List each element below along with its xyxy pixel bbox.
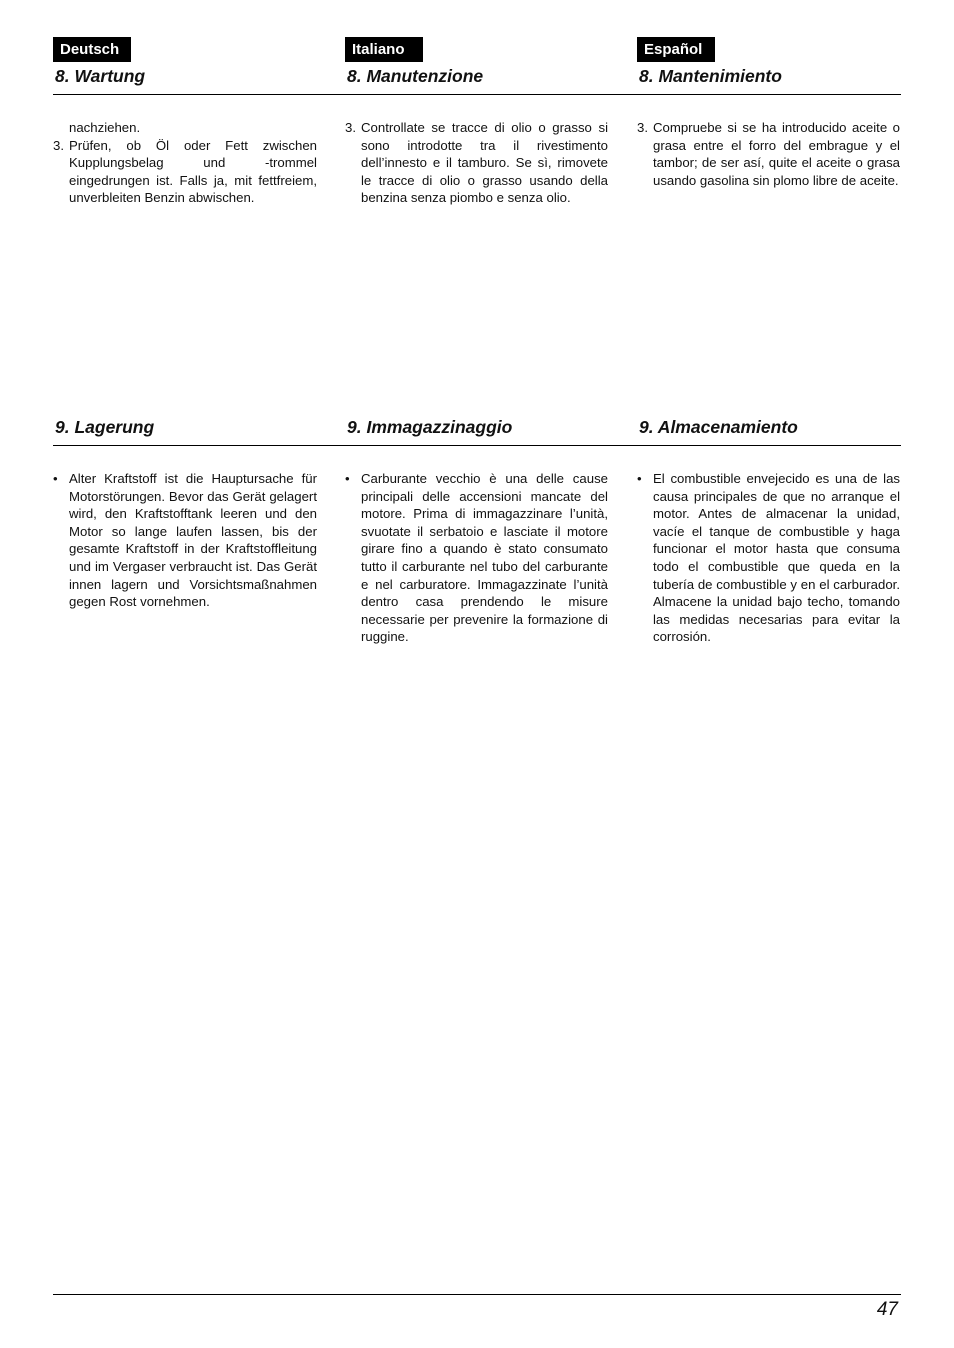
item-number: 3.: [637, 120, 648, 135]
item-text: Alter Kraftstoff ist die Hauptursache für Motorstörungen. Bevor das Gerät gelagert wird, den Kraftstofftank leeren und den Motor so lange laufen lassen, bis der gesamte Kraftstoff in der Kraftstoffleitung und im Vergaser verbraucht ist. Das Gerät innen lagern und Vorsichtsmaßnahmen gegen Rost vornehmen.: [69, 471, 317, 610]
section8-body-es: [637, 119, 900, 189]
section9-divider: [53, 445, 901, 446]
bullet-icon: •: [53, 471, 58, 486]
continuation-text: nachziehen.: [69, 120, 141, 135]
section9-body-it: [345, 470, 608, 646]
list-item: [637, 119, 900, 189]
section8-title-es: 8. Mantenimiento: [639, 66, 782, 86]
section8-title-it: 8. Manutenzione: [347, 66, 484, 86]
item-number: 3.: [53, 137, 64, 153]
item-text: Controllate se tracce di olio o grasso si sono introdotte tra il rivestimento dell’innesto e il tamburo. Se sì, rimovete le tracce di olio o grasso usando della benzina senza piombo e senza olio.: [361, 120, 608, 206]
list-item: [53, 470, 317, 611]
item-text: Carburante vecchio è una delle cause principali delle accensioni mancate del motore. Prima di immagazzinare l’unità, svuotate il serbatoio e lasciate il motore girare fino a quando è stato consumato tutto il carburante nel tubo del carburante e nel carburatore. Immagazzinate l’unità dentro casa prendendo le misure necessarie per prevenire la formazione di ruggine.: [361, 471, 608, 645]
item-text: Prüfen, ob Öl oder Fett zwischen Kupplungsbelag und -trommel eingedrungen ist. Falls ja, mit fettfreiem, unverbleiten Benzin abwischen.: [69, 137, 317, 206]
item-number: 3.: [345, 120, 356, 135]
section9-title-it: 9. Immagazzinaggio: [347, 417, 513, 437]
language-label-deutsch: Deutsch: [53, 37, 131, 62]
section8-body-it: [345, 119, 608, 207]
section8-title-de: 8. Wartung: [55, 66, 146, 86]
list-item: [53, 137, 317, 207]
bullet-icon: •: [637, 471, 642, 486]
language-label-italiano: Italiano: [345, 37, 423, 62]
footer-divider: [53, 1294, 901, 1295]
list-item: [637, 470, 900, 646]
list-item: [345, 119, 608, 207]
bullet-icon: •: [345, 471, 350, 486]
page-number: 47: [876, 1299, 898, 1320]
section9-title-de: 9. Lagerung: [55, 417, 155, 437]
section8-divider: [53, 94, 901, 95]
language-label-espanol: Español: [637, 37, 715, 62]
item-text: Compruebe si se ha introducido aceite o grasa entre el forro del embrague y el tambor; de ser así, quite el aceite o grasa usando gasolina sin plomo libre de aceite.: [653, 120, 900, 188]
section9-body-es: [637, 470, 900, 646]
section8-body-de: [53, 119, 317, 207]
section9-title-es: 9. Almacenamiento: [639, 417, 798, 437]
item-text: El combustible envejecido es una de las causa principales de que no arranque el motor. Antes de almacenar la unidad, vacíe el tanque de combustible y haga funcionar el motor hasta que consuma todo el combustible que queda en la tubería de combustible y en el carburador. Almacene la unidad bajo techo, tomando las medidas necesarias para evitar la corrosión.: [653, 471, 900, 645]
section9-body-de: [53, 470, 317, 611]
list-item: [345, 470, 608, 646]
